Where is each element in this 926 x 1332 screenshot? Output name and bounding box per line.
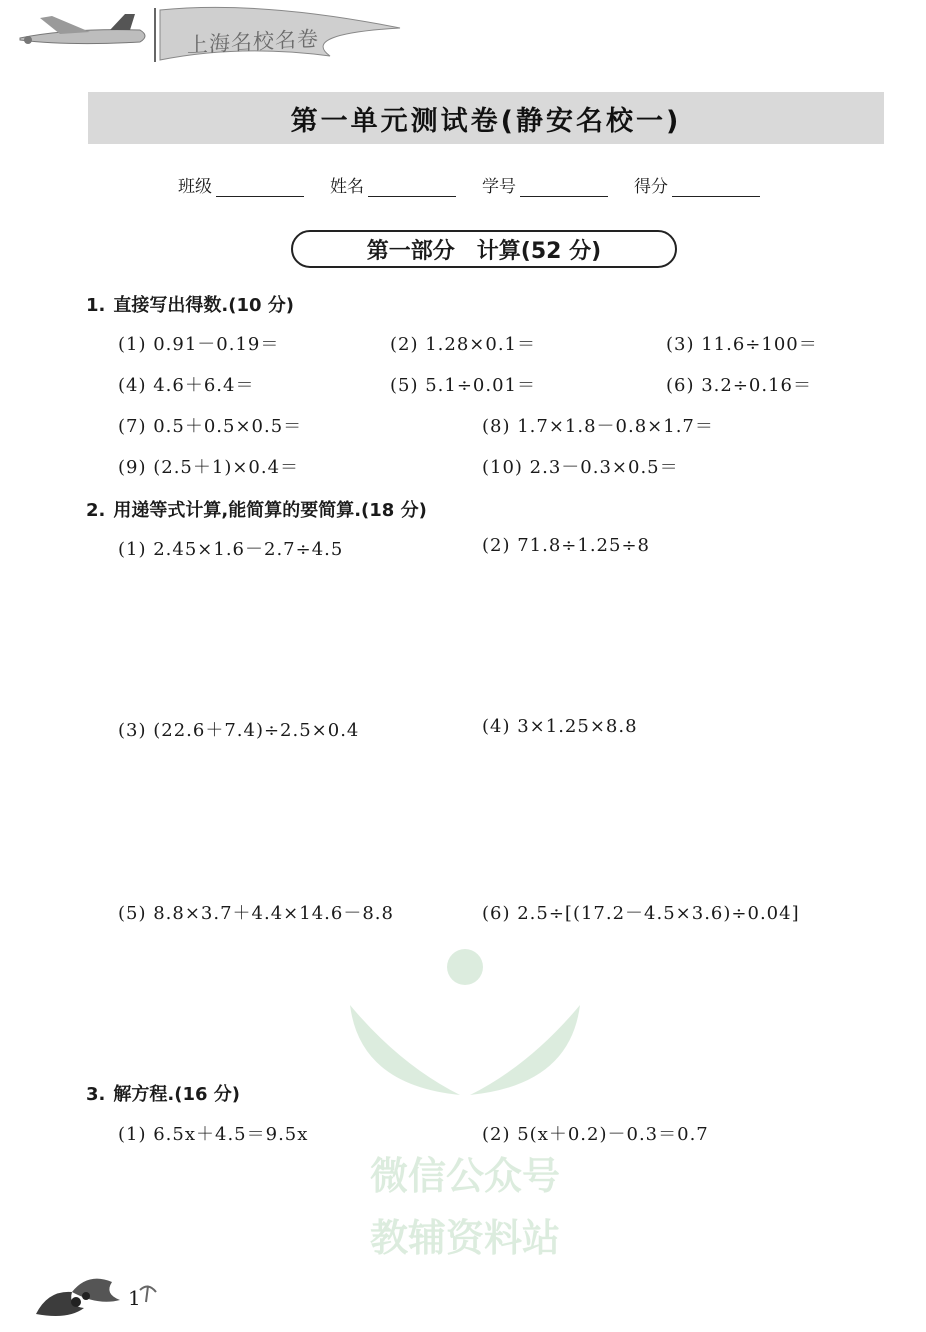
q1-item-4: (4) 4.6＋6.4＝ [118,375,255,396]
q2-item-4: (4) 3×1.25×8.8 [482,716,638,737]
title-bar [88,92,884,144]
q1-item-2: (2) 1.28×0.1＝ [390,334,537,355]
page-number: 1 [128,1286,141,1310]
series-label: 上海名校名卷 [187,26,319,58]
holly-leaves-icon [28,1262,168,1326]
question-1-heading [86,291,294,317]
sprout-logo-icon [330,945,600,1105]
q2-item-1: (1) 2.45×1.6－2.7÷4.5 [118,539,344,560]
q1-item-8: (8) 1.7×1.8－0.8×1.7＝ [482,416,714,437]
q1-item-3: (3) 11.6÷100＝ [666,334,818,355]
question-3-heading [86,1080,240,1106]
watermark [330,945,600,1265]
class-label: 班级 [178,177,212,197]
score-blank [672,174,760,197]
question-2-text: 用递等式计算,能简算的要简算.(18 分) [113,500,427,521]
page-title: 第一单元测试卷(静安名校一) [290,105,682,137]
q3-item-1: (1) 6.5x＋4.5＝9.5x [118,1124,309,1145]
q2-item-3: (3) (22.6＋7.4)÷2.5×0.4 [118,720,360,741]
q1-item-6: (6) 3.2÷0.16＝ [666,375,813,396]
q1-item-7: (7) 0.5＋0.5×0.5＝ [118,416,303,437]
class-field [178,172,304,197]
question-2-number: 2. [86,500,106,521]
student-id-field [482,172,608,197]
q1-item-10: (10) 2.3－0.3×0.5＝ [482,457,679,478]
score-field [634,172,760,197]
q3-item-2: (2) 5(x＋0.2)－0.3＝0.7 [482,1124,709,1145]
watermark-line-1: 微信公众号 [369,1154,560,1198]
name-label: 姓名 [330,177,364,197]
name-field [330,172,456,197]
name-blank [368,174,456,197]
question-3-text: 解方程.(16 分) [113,1084,240,1105]
student-id-label: 学号 [482,177,516,197]
student-info-row [178,172,760,197]
score-label: 得分 [634,177,668,197]
q1-item-1: (1) 0.91－0.19＝ [118,334,280,355]
question-1-text: 直接写出得数.(10 分) [113,295,294,316]
q2-item-6: (6) 2.5÷[(17.2－4.5×3.6)÷0.04] [482,903,800,924]
watermark-line-2: 教辅资料站 [369,1216,560,1260]
class-blank [216,174,304,197]
student-id-blank [520,174,608,197]
question-2-heading [86,496,427,522]
q2-item-2: (2) 71.8÷1.25÷8 [482,535,650,556]
section-header: 第一部分 计算(52 分) [291,230,677,268]
q1-item-5: (5) 5.1÷0.01＝ [390,375,537,396]
question-1-number: 1. [86,295,106,316]
q2-item-5: (5) 8.8×3.7＋4.4×14.6－8.8 [118,903,394,924]
question-3-number: 3. [86,1084,106,1105]
q1-item-9: (9) (2.5＋1)×0.4＝ [118,457,300,478]
